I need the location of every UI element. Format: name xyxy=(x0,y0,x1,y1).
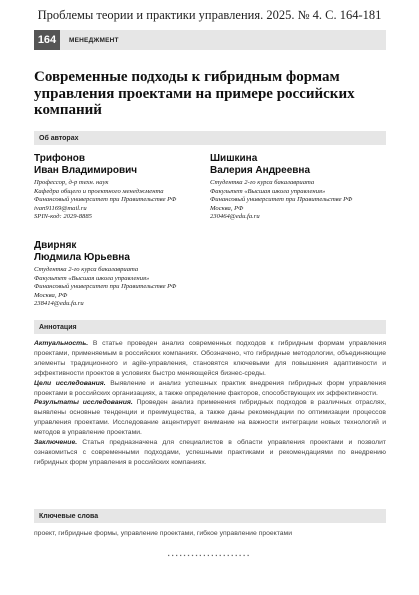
abstract-paragraph xyxy=(34,379,386,399)
keywords-label: Ключевые слова xyxy=(34,509,386,523)
author-city: Москва, РФ xyxy=(34,291,68,299)
author-position: Профессор, д-р техн. наук xyxy=(34,179,109,186)
author-given-name: Валерия Андреевна xyxy=(210,165,311,176)
author-position: Студентка 2-го курса бакалавриата xyxy=(34,266,139,273)
keywords-text: проект, гибридные формы, управление проектами, гибкое управление проектами xyxy=(34,530,292,537)
abstract-paragraph-text: Статья предназначена для специалистов в области управления проектами и позволит ознакомиться с современными подходами, успешными практиками и рекомендациями по внедрению гибридных форм управления в российских компаниях. xyxy=(34,439,386,466)
author-department: Кафедра общего и проектного менеджмента xyxy=(34,187,164,195)
abstract-label: Аннотация xyxy=(34,320,386,334)
section-divider: ▪▪▪▪▪▪▪▪▪▪▪▪▪▪▪▪▪▪▪▪▪ xyxy=(167,553,252,559)
abstract-paragraph xyxy=(34,398,386,438)
author-faculty: Факультет «Высшая школа управления» xyxy=(34,274,150,282)
author-details xyxy=(34,179,204,222)
abstract-paragraph xyxy=(34,438,386,468)
section-header-bar xyxy=(34,30,386,50)
author-email: 238414@edu.fa.ru xyxy=(34,300,84,308)
author-given-name: Людмила Юрьевна xyxy=(34,252,130,263)
author-spin: SPIN-код: 2029-8885 xyxy=(34,213,92,221)
abstract-paragraph-text: Проведен анализ применения гибридных подходов в различных отраслях, выявлены основные тенденции и преимущества, а также даны рекомендации по оптимизации процессов управления проектами. Исследование акцентирует внимание на важности интеграции новых технологий и методов в управление проектами. xyxy=(34,399,386,437)
page-number: 164 xyxy=(34,30,60,50)
author-given-name: Иван Владимирович xyxy=(34,165,138,176)
author-position: Студентка 2-го курса бакалавриата xyxy=(210,179,315,186)
author-affiliation: Финансовый университет при Правительстве РФ xyxy=(34,196,177,204)
author-card xyxy=(34,240,210,309)
abstract-paragraph-text: Выявление и анализ успешных практик внедрения гибридных форм управления проектами в российских организациях, а также определение факторов, способствующих их эффективности. xyxy=(34,379,386,397)
section-name: МЕНЕДЖМЕНТ xyxy=(60,30,386,50)
author-surname: Трифонов xyxy=(34,153,86,164)
abstract-paragraph-text: В статье проведен анализ современных подходов к гибридным формам управления проектами, применяемым в российских компаниях. Обозначено, что гибридные методологии, объединяющие элементы традиционного и agile-управления, становятся ключевыми для повышения адаптивности и эффективности проектов в условиях быстро меняющейся бизнес-среды. xyxy=(34,340,386,377)
author-affiliation: Финансовый университет при Правительстве РФ xyxy=(34,283,177,291)
abstract-paragraph-label: Результаты исследования. xyxy=(34,399,133,407)
author-card xyxy=(34,153,204,222)
abstract-body xyxy=(34,339,386,468)
author-details xyxy=(210,179,386,222)
author-surname: Двирняк xyxy=(34,240,77,251)
author-faculty: Факультет «Высшая школа управления» xyxy=(210,187,326,195)
about-authors-label: Об авторах xyxy=(34,131,386,145)
author-affiliation: Финансовый университет при Правительстве РФ xyxy=(210,196,353,204)
author-email: 230464@edu.fa.ru xyxy=(210,213,260,221)
journal-running-head: Проблемы теории и практики управления. 2025. № 4. С. 164-181 xyxy=(37,8,382,22)
abstract-paragraph-label: Заключение. xyxy=(34,439,78,447)
author-email: ivan91169@mail.ru xyxy=(34,204,87,212)
article-title: Современные подходы к гибридным формам управления проектами на примере российских компаний xyxy=(34,69,355,118)
author-details xyxy=(34,266,210,309)
author-surname: Шишкина xyxy=(210,153,258,164)
author-card xyxy=(210,153,386,222)
abstract-paragraph xyxy=(34,339,386,379)
author-city: Москва, РФ xyxy=(210,204,244,212)
abstract-paragraph-label: Цели исследования. xyxy=(34,379,106,387)
abstract-paragraph-label: Актуальность. xyxy=(34,340,89,347)
